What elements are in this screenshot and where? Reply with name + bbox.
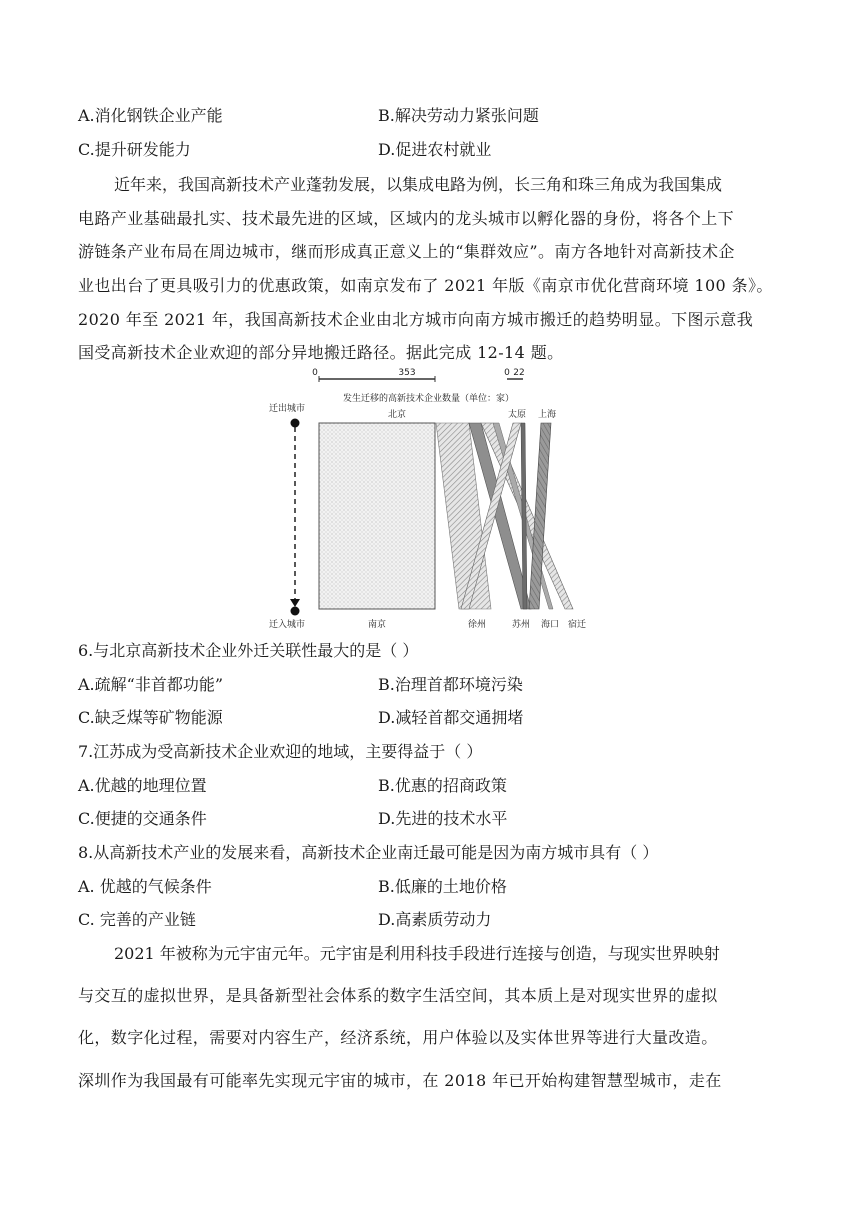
prev-option-c: C.提升研发能力 [78,140,191,159]
question-6-option-c: C.缺乏煤等矿物能源 [78,708,223,727]
flow-beijing-nanjing [319,423,435,609]
dest-suqian: 宿迁 [567,620,587,630]
dest-xuzhou: 徐州 [467,620,487,630]
scale-caption: 发生迁移的高新技术企业数量（单位：家） [343,394,515,404]
question-7-option-c: C.便捷的交通条件 [78,809,207,828]
question-6-stem: 6.与北京高新技术企业外迁关联性最大的是（ ） [78,641,419,660]
question-8-option-a: A. 优越的气候条件 [78,877,212,896]
question-6-option-b: B.治理首都环境污染 [378,675,523,694]
passage-line: 2020 年至 2021 年，我国高新技术企业由北方城市向南方城市搬迁的趋势明显。下图示意我 [78,310,754,329]
passage-line: 深圳作为我国最有可能率先实现元宇宙的城市，在 2018 年已开始构建智慧型城市，走在 [78,1071,722,1090]
out-city-label: 迁出城市 [269,404,306,414]
question-8-stem: 8.从高新技术产业的发展来看，高新技术企业南迁最可能是因为南方城市具有（ ） [78,843,659,862]
arrow-end-dot [291,607,300,616]
prev-option-a: A.消化钢铁企业产能 [78,106,223,125]
migration-diagram [255,365,595,635]
passage-line: 电路产业基础最扎实、技术最先进的区域，区域内的龙头城市以孵化器的身份，将各个上下 [78,209,735,228]
migration-diagram-svg [255,365,595,635]
scale-tick-label: 353 [398,368,416,378]
prev-option-b: B.解决劳动力紧张问题 [378,106,539,125]
passage-line: 2021 年被称为元宇宙元年。元宇宙是利用科技手段进行连接与创造，与现实世界映射 [114,944,720,963]
passage-line: 国受高新技术企业欢迎的部分异地搬迁路径。据此完成 12-14 题。 [78,343,564,362]
question-7-option-a: A.优越的地理位置 [78,776,207,795]
question-7-stem: 7.江苏成为受高新技术企业欢迎的地域，主要得益于（ ） [78,742,483,761]
passage-line: 近年来，我国高新技术产业蓬勃发展，以集成电路为例，长三角和珠三角成为我国集成 [114,175,723,194]
question-6-option-a: A.疏解“非首都功能” [78,675,224,694]
question-8-option-c: C. 完善的产业链 [78,910,196,929]
question-7-option-d: D.先进的技术水平 [378,809,508,828]
question-8-option-b: B.低廉的土地价格 [378,877,507,896]
arrow-start-dot [291,419,300,428]
origin-shanghai: 上海 [537,410,557,420]
arrow-head [290,599,300,607]
question-8-option-d: D.高素质劳动力 [378,910,492,929]
passage-line: 化，数字化过程，需要对内容生产，经济系统，用户体验以及实体世界等进行大量改造。 [78,1028,718,1047]
passage-line: 与交互的虚拟世界，是具备新型社会体系的数字生活空间，其本质上是对现实世界的虚拟 [78,986,718,1005]
question-6-option-d: D.减轻首都交通拥堵 [378,708,524,727]
passage-line: 业也出台了更具吸引力的优惠政策，如南京发布了 2021 年版《南京市优化营商环境 100 条》。 [78,276,773,295]
scale-tick-label: 22 [513,368,525,378]
in-city-label: 迁入城市 [269,620,306,630]
origin-taiyuan: 太原 [507,410,527,420]
dest-haikou: 海口 [540,620,560,630]
passage-line: 游链条产业布局在周边城市，继而形成真正意义上的“集群效应”。南方各地针对高新技术企 [78,242,735,261]
scale-tick-label: 0 [504,368,510,378]
scale-tick-label: 0 [312,368,318,378]
origin-beijing: 北京 [387,410,407,420]
dest-nanjing: 南京 [367,620,387,630]
prev-option-d: D.促进农村就业 [378,140,492,159]
dest-suzhou: 苏州 [511,620,531,630]
question-7-option-b: B.优惠的招商政策 [378,776,507,795]
